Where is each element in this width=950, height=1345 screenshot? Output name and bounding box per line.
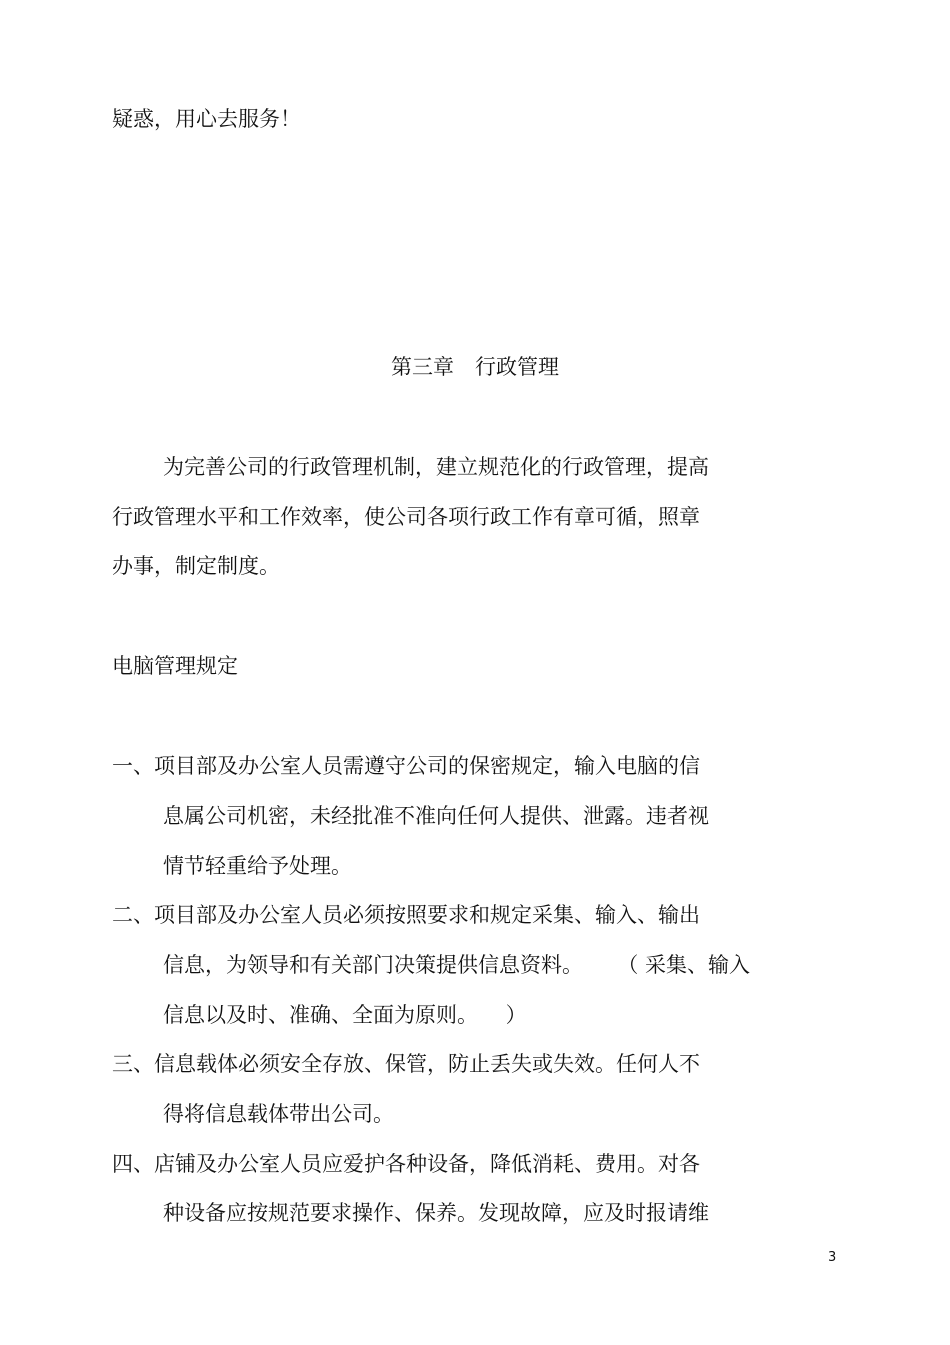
item-3-line-1: 三、信息载体必须安全存放、保管，防止丢失或失效。任何人不 [112, 1052, 700, 1076]
intro-line-3: 办事，制定制度。 [112, 554, 280, 578]
item-1-line-1: 一、项目部及办公室人员需遵守公司的保密规定，输入电脑的信 [112, 754, 700, 778]
top-fragment: 疑惑，用心去服务！ [112, 107, 301, 131]
item-4-line-2: 种设备应按规范要求操作、保养。发现故障，应及时报请维 [163, 1201, 709, 1225]
item-2-line-1: 二、项目部及办公室人员必须按照要求和规定采集、输入、输出 [112, 903, 700, 927]
section-title: 电脑管理规定 [112, 654, 238, 678]
item-3-line-2: 得将信息载体带出公司。 [163, 1102, 394, 1126]
item-1-line-3: 情节轻重给予处理。 [163, 854, 352, 878]
page-number: 3 [828, 1250, 837, 1265]
item-2-line-2: 信息，为领导和有关部门决策提供信息资料。 （ 采集、输入 [163, 953, 751, 977]
intro-line-2: 行政管理水平和工作效率，使公司各项行政工作有章可循，照章 [112, 505, 700, 529]
item-4-line-1: 四、店铺及办公室人员应爱护各种设备，降低消耗、费用。对各 [112, 1152, 700, 1176]
intro-line-1: 为完善公司的行政管理机制，建立规范化的行政管理，提高 [163, 455, 709, 479]
item-2-line-3: 信息以及时、准确、全面为原则。 ） [163, 1003, 527, 1027]
item-1-line-2: 息属公司机密，未经批准不准向任何人提供、泄露。违者视 [163, 804, 709, 828]
chapter-title: 第三章 行政管理 [391, 355, 559, 379]
